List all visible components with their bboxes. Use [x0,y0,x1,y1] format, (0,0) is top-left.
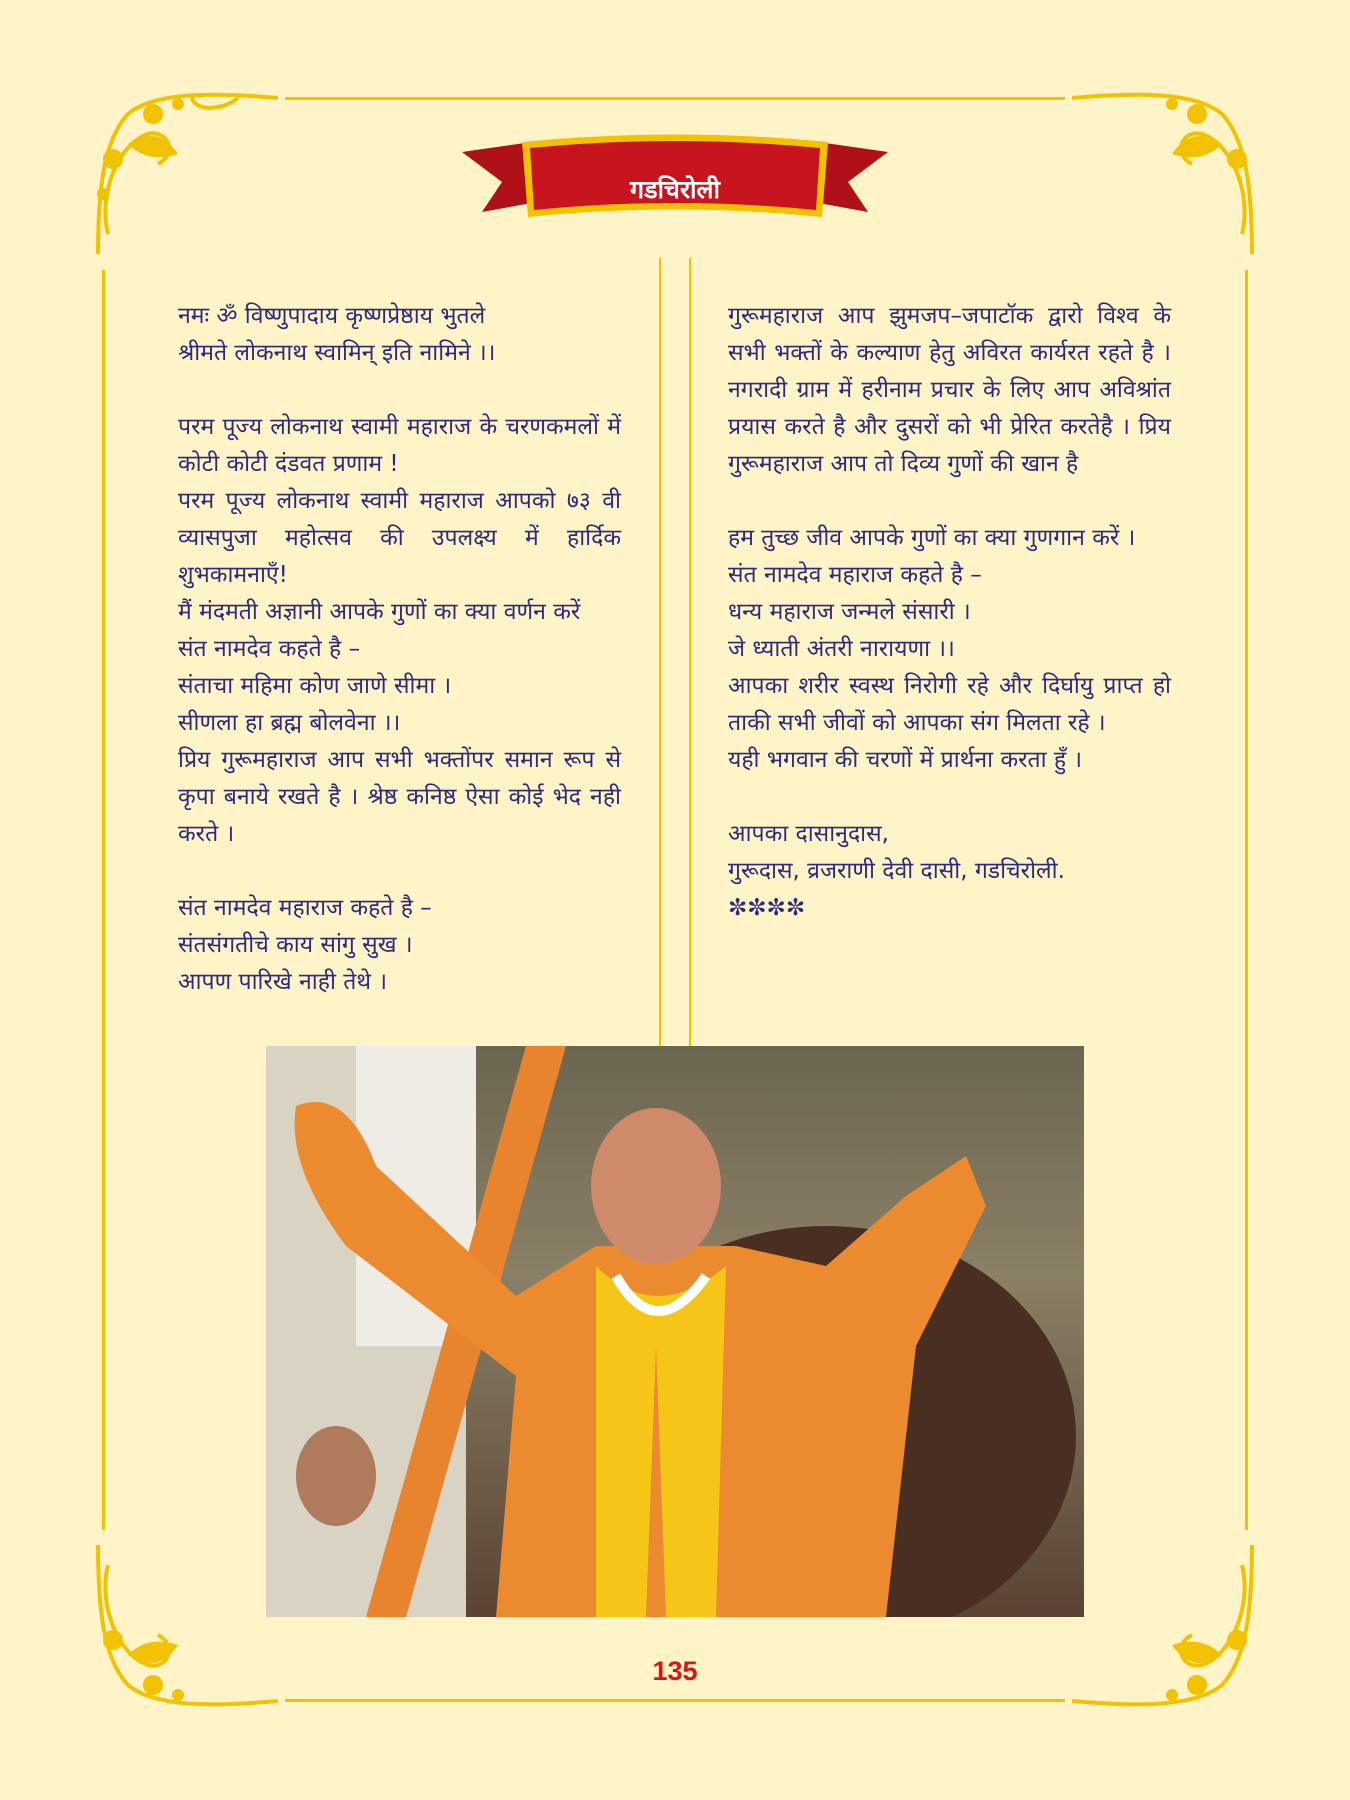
paragraph: गुरूदास, व्रजराणी देवी दासी, गडचिरोली. [728,858,1065,884]
paragraph: संतसंगतीचे काय सांगु सुख । [178,932,413,958]
border-right-line [1245,270,1248,1530]
paragraph: हम तुच्छ जीव आपके गुणों का क्या गुणगान करें । [728,525,1136,551]
photo-swami [266,1046,1084,1617]
paragraph: ✼✼✼✼ [728,895,806,921]
corner-ornament-icon [1072,1545,1262,1715]
paragraph: मैं मंदमती अज्ञानी आपके गुणों का क्या वर्णन करें [178,599,581,625]
column-divider [659,258,661,1048]
paragraph: गुरूमहाराज आप झुमजप–जपाटॉक द्वारो विश्व के सभी भक्तों के कल्याण हेतु अविरत कार्यरत रहते है । नगरादी ग्राम में हरीनाम प्रचार के लिए आप अविश्रांत प्रयास करते है और दुसरों को भी प्रेरित करतेहै । प्रिय गुरूमहाराज आप तो दिव्य गुणों की खान है [728,303,1171,477]
left-column-text [178,298,621,1001]
paragraph: परम पूज्य लोकनाथ स्वामी महाराज आपको ७३ वी व्यासपुजा महोत्सव की उपलक्ष्य में हार्दिक शुभकामनाएँ! [178,488,621,588]
paragraph: संत नामदेव महाराज कहते है – [178,895,432,921]
paragraph: आपका दासानुदास, [728,821,889,847]
right-column-text [728,298,1171,927]
paragraph: नमः ॐ विष्णुपादाय कृष्णप्रेष्ठाय भुतले [178,303,486,329]
paragraph [728,483,1171,520]
border-bottom-line [285,1699,1065,1702]
page-number: 135 [652,1656,698,1686]
corner-ornament-icon [88,84,278,254]
paragraph [178,853,621,890]
corner-ornament-icon [88,1545,278,1715]
border-left-line [102,270,105,1530]
paragraph [178,372,621,409]
paragraph: संत नामदेव महाराज कहते है – [728,562,982,588]
paragraph: परम पूज्य लोकनाथ स्वामी महाराज के चरणकमलों में कोटी कोटी दंडवत प्रणाम ! [178,414,621,477]
corner-ornament-icon [1072,84,1262,254]
paragraph: धन्य महाराज जन्मले संसारी । [728,599,971,625]
paragraph: सीणला हा ब्रह्म बोलवेना ।। [178,710,401,736]
paragraph: जे ध्याती अंतरी नारायणा ।। [728,636,955,662]
paragraph: प्रिय गुरूमहाराज आप सभी भक्तोंपर समान रूप से कृपा बनाये रखते है । श्रेष्ठ कनिष्ठ ऐसा कोई भेद नही करते । [178,747,621,847]
paragraph: आपका शरीर स्वस्थ निरोगी रहे और दिर्घायु प्राप्त हो ताकी सभी जीवों को आपका संग मिलता रहे । [728,673,1171,736]
paragraph: आपण पारिखे नाही तेथे । [178,969,388,995]
paragraph [728,779,1171,816]
paragraph: संताचा महिमा कोण जाणे सीमा । [178,673,452,699]
paragraph: यही भगवान की चरणों में प्रार्थना करता हुँ । [728,747,1083,773]
paragraph: श्रीमते लोकनाथ स्वामिन् इति नामिने ।। [178,340,496,366]
column-divider [689,258,691,1048]
page-title: गडचिरोली [630,175,720,204]
border-top-line [285,97,1065,100]
paragraph: संत नामदेव कहते है – [178,636,361,662]
